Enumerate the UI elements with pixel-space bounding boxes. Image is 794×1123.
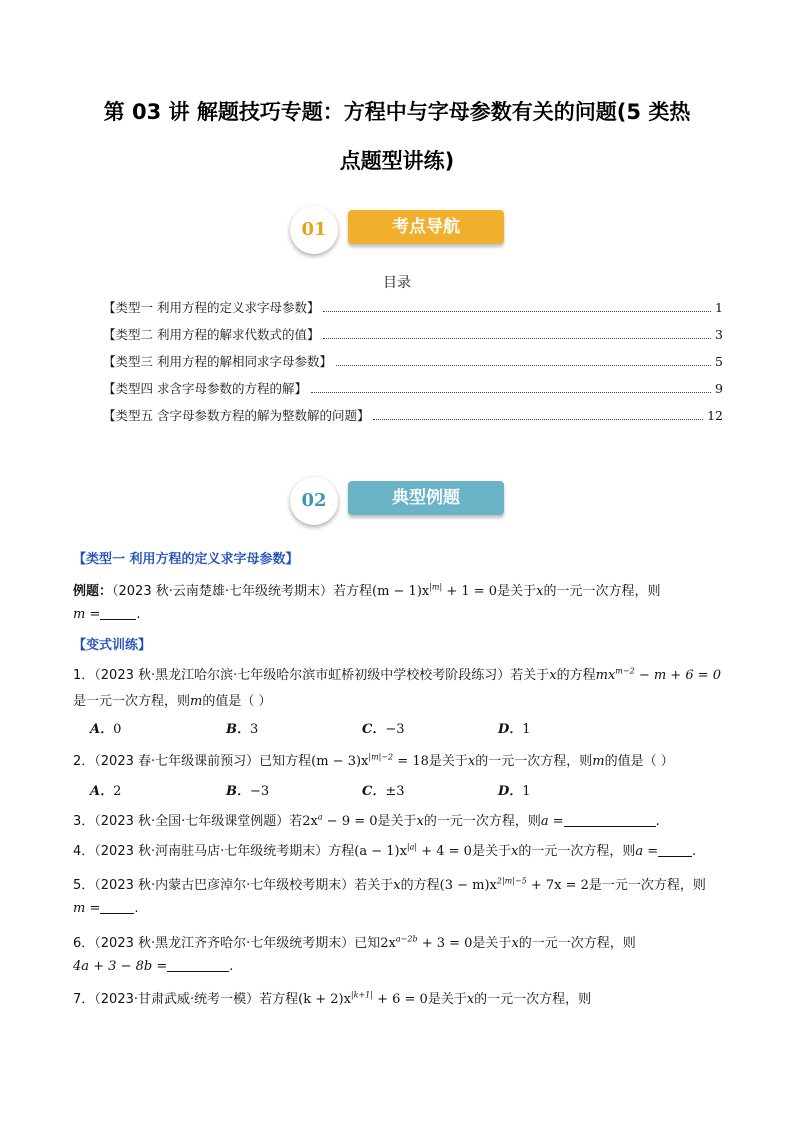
toc-leader-dots [323, 329, 711, 339]
question-5-line-2: m = . [73, 901, 139, 916]
toc-entry-label: 【类型二 利用方程的解求代数式的值】 [103, 327, 320, 342]
answer-blank[interactable] [658, 843, 692, 857]
answer-blank[interactable] [100, 900, 134, 914]
toc-leader-dots [323, 302, 711, 312]
toc-leader-dots [336, 356, 711, 366]
banner-number-badge: 02 [290, 477, 338, 525]
question-source: （2023 秋·云南楚雄·七年级统考期末）若方程 [112, 584, 372, 599]
toc-entry-label: 【类型一 利用方程的定义求字母参数】 [103, 300, 320, 315]
toc-entry[interactable] [103, 406, 723, 433]
toc-leader-dots [373, 410, 703, 420]
option-b[interactable]: B．−3 [226, 784, 270, 799]
answer-blank[interactable] [167, 958, 229, 972]
page-title-line-2: 点题型讲练) [339, 149, 455, 173]
equation: $mx^{m-2} - m + 6 = 0$ [595, 666, 722, 683]
banner-label: 考点导航 [348, 210, 504, 244]
question-6: 6．（2023 秋·黑龙江齐齐哈尔·七年级统考期末）已知$2x^{a-2b} + 3 = 0$是关于x的一元一次方程，则 [73, 934, 636, 951]
question-5: 5．（2023 秋·内蒙古巴彦淖尔·七年级校考期末）若关于x的方程$(3 - m)x^{2|m|-5} + 7x = 2$是一元一次方程，则 [73, 876, 706, 893]
question-4: 4．（2023 秋·河南驻马店·七年级统考期末）方程$(a - 1)x^{|a|} + 4 = 0$是关于x的一元一次方程，则a = . [73, 842, 697, 859]
toc-entry[interactable] [103, 325, 723, 352]
toc-entry-page: 5 [715, 354, 723, 369]
example-lead: 例题： [73, 584, 113, 599]
question-3: 3．（2023 秋·全国·七年级课堂例题）若$2x^a - 9 = 0$是关于x的一元一次方程，则a = . [73, 812, 660, 829]
equation: $(3 - m)x^{2|m|-5} + 7x = 2$ [439, 876, 589, 893]
banner-number-badge: 01 [290, 206, 338, 254]
practice-heading: 【变式训练】 [73, 638, 152, 653]
question-2-options [90, 780, 690, 799]
example-question: 例题：（2023 秋·云南楚雄·七年级统考期末）若方程$(m - 1)x^{|m|} + 1 = 0$是关于x的一元一次方程，则 [73, 582, 661, 599]
equation: $(m - 1)x^{|m|} + 1 = 0$ [372, 582, 498, 599]
option-d[interactable]: D．1 [498, 722, 531, 737]
answer-blank[interactable] [564, 813, 656, 827]
option-a[interactable]: A．2 [90, 784, 122, 799]
toc-entry[interactable] [103, 298, 723, 325]
toc-entry-label: 【类型四 求含字母参数的方程的解】 [103, 381, 307, 396]
toc-entry-page: 9 [715, 381, 723, 396]
equation: $(m - 3)x^{|m|-2} = 18$ [311, 752, 429, 769]
banner-label: 典型例题 [348, 481, 504, 515]
section-heading: 【类型一 利用方程的定义求字母参数】 [73, 552, 299, 567]
question-1-line-2: 是一元一次方程，则m的值是（ ） [73, 694, 272, 709]
toc-title: 目录 [383, 275, 411, 291]
table-of-contents [103, 298, 723, 433]
option-b[interactable]: B．3 [226, 722, 259, 737]
equation: $2x^{a-2b} + 3 = 0$ [380, 934, 473, 951]
toc-entry-page: 3 [715, 327, 723, 342]
question-6-line-2: 4a + 3 − 8b = . [73, 959, 234, 974]
toc-entry[interactable] [103, 379, 723, 406]
equation: $(a - 1)x^{|a|} + 4 = 0$ [354, 842, 472, 859]
answer-blank[interactable] [100, 606, 136, 620]
question-2: 2．（2023 春·七年级课前预习）已知方程$(m - 3)x^{|m|-2} = 18$是关于x的一元一次方程，则m的值是（ ） [73, 752, 674, 769]
toc-entry-page: 1 [715, 300, 723, 315]
example-answer-line: m = . [73, 607, 141, 622]
question-1-options [90, 718, 690, 737]
toc-entry-label: 【类型三 利用方程的解相同求字母参数】 [103, 354, 332, 369]
option-d[interactable]: D．1 [498, 784, 531, 799]
question-1: 1．（2023 秋·黑龙江哈尔滨·七年级哈尔滨市虹桥初级中学校校考阶段练习）若关于x的方程$mx^{m-2} - m + 6 = 0$ [73, 666, 722, 683]
page-title-line-1: 第 03 讲 解题技巧专题：方程中与字母参数有关的问题(5 类热 [103, 100, 691, 124]
question-7: 7．（2023·甘肃武威·统考一模）若方程$(k + 2)x^{|k+1|} + 6 = 0$是关于x的一元一次方程，则 [73, 990, 592, 1007]
toc-entry-page: 12 [707, 408, 723, 423]
option-c[interactable]: C．−3 [362, 722, 405, 737]
toc-leader-dots [311, 383, 711, 393]
equation: $2x^a - 9 = 0$ [302, 812, 378, 829]
toc-entry-label: 【类型五 含字母参数方程的解为整数解的问题】 [103, 408, 370, 423]
option-c[interactable]: C．±3 [362, 784, 405, 799]
toc-entry[interactable] [103, 352, 723, 379]
equation: $(k + 2)x^{|k+1|} + 6 = 0$ [298, 990, 428, 1007]
option-a[interactable]: A．0 [90, 722, 122, 737]
